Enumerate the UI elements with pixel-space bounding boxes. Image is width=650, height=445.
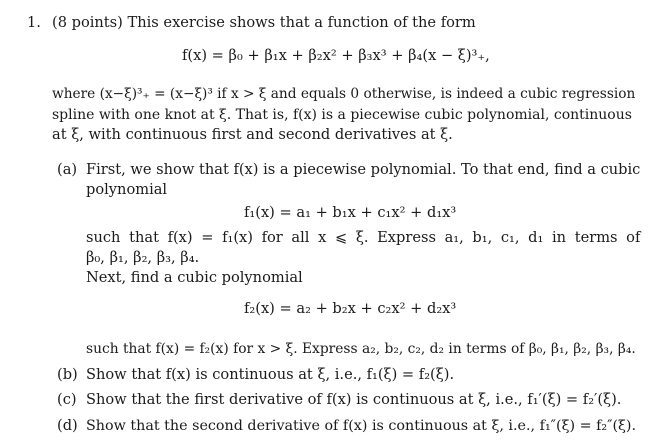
part-b-text: Show that f(x) is continuous at ξ, i.e., f₁(ξ) = f₂(ξ). [86, 366, 455, 383]
part-a-text-4: β₀, β₁, β₂, β₃, β₄. [86, 249, 200, 266]
problem-number: 1. [27, 14, 41, 31]
part-a-text-2: polynomial [86, 181, 168, 198]
problem-intro: (8 points) This exercise shows that a function of the form [52, 14, 476, 31]
part-d-text: Show that the second derivative of f(x) is continuous at ξ, i.e., f₁″(ξ) = f₂″(ξ). [86, 418, 637, 434]
definition-line-2: spline with one knot at ξ. That is, f(x) is a piecewise cubic polynomial, continuous [52, 107, 632, 123]
part-a-text-1: First, we show that f(x) is a piecewise polynomial. To that end, find a cubic [86, 161, 641, 178]
main-formula: f(x) = β₀ + β₁x + β₂x² + β₃x³ + β₄(x − ξ)³₊, [182, 47, 490, 64]
part-a-text-5: Next, find a cubic polynomial [86, 269, 303, 286]
part-a-equation-1: f₁(x) = a₁ + b₁x + c₁x² + d₁x³ [244, 204, 457, 221]
part-b-label: (b) [57, 366, 78, 383]
definition-line-3: at ξ, with continuous first and second derivatives at ξ. [52, 126, 453, 143]
part-a-text-6: such that f(x) = f₂(x) for x > ξ. Express a₂, b₂, c₂, d₂ in terms of β₀, β₁, β₂, β₃, β₄. [86, 341, 636, 357]
part-a-text-3: such that f(x) = f₁(x) for all x ⩽ ξ. Express a₁, b₁, c₁, d₁ in terms of [86, 229, 641, 246]
part-a-equation-2: f₂(x) = a₂ + b₂x + c₂x² + d₂x³ [244, 300, 457, 317]
part-c-label: (c) [57, 391, 77, 408]
part-d-label: (d) [57, 417, 78, 434]
part-a-label: (a) [57, 161, 78, 178]
part-c-text: Show that the first derivative of f(x) is continuous at ξ, i.e., f₁′(ξ) = f₂′(ξ). [86, 391, 622, 408]
definition-line-1: where (x−ξ)³₊ = (x−ξ)³ if x > ξ and equals 0 otherwise, is indeed a cubic regression [52, 86, 636, 102]
